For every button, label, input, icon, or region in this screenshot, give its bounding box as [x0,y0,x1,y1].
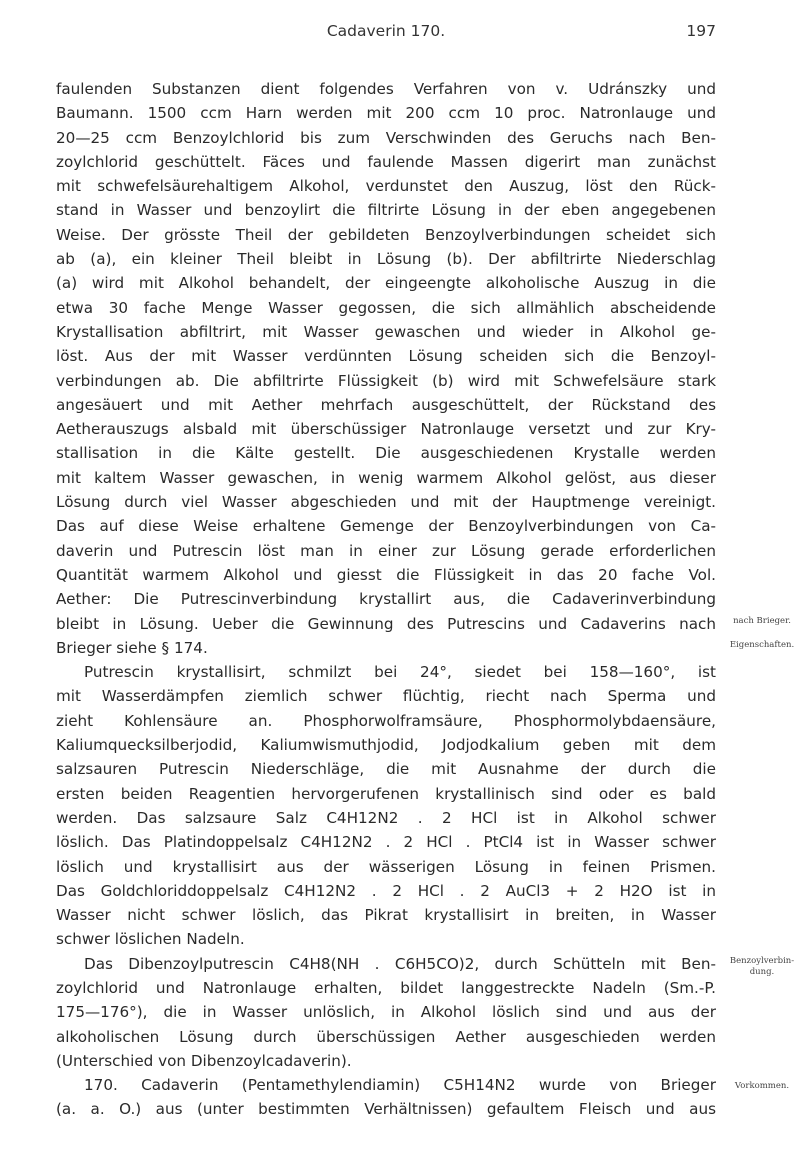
text-line: mit schwefelsäurehaltigem Alkohol, verdunstet den Auszug, löst den Rück- [56,177,716,196]
text-line: (a. a. O.) aus (unter bestimmten Verhältnissen) gefaultem Fleisch und aus [56,1100,716,1119]
marginal-note-eigenschaften: Eigenschaften. [729,640,795,650]
text-line: mit kaltem Wasser gewaschen, in wenig warmem Alkohol gelöst, aus dieser [56,468,716,487]
text-line: ersten beiden Reagentien hervorgerufenen krystallinisch sind oder es bald [56,784,716,803]
text-line: Quantität warmem Alkohol und giesst die Flüssigkeit in das 20 fache Vol. [56,565,716,584]
text-line: angesäuert und mit Aether mehrfach ausgeschüttelt, der Rückstand des [56,395,716,414]
marginal-note-brieger: nach Brieger. [733,616,791,626]
text-line: Kaliumquecksilberjodid, Kaliumwismuthjodid, Jodjodkalium geben mit dem [56,736,716,755]
text-line: alkoholischen Lösung durch überschüssigen Aether ausgeschieden werden [56,1027,716,1046]
text-line: ab (a), ein kleiner Theil bleibt in Lösung (b). Der abfiltrirte Niederschlag [56,250,716,269]
text-line: Putrescin krystallisirt, schmilzt bei 24°, siedet bei 158—160°, ist [84,663,716,682]
text-line: löslich und krystallisirt aus der wässerigen Lösung in feinen Prismen. [56,857,716,876]
running-header [56,22,716,46]
marginal-note-vorkommen: Vorkommen. [734,1081,790,1091]
text-line: Weise. Der grösste Theil der gebildeten Benzoylverbindungen scheidet sich [56,225,716,244]
text-line: stallisation in die Kälte gestellt. Die ausgeschiedenen Krystalle werden [56,444,716,463]
text-line: löslich. Das Platindoppelsalz C4H12N2 . 2 HCl . PtCl4 ist in Wasser schwer [56,833,716,852]
body-text [56,77,716,1122]
text-line: bleibt in Lösung. Ueber die Gewinnung des Putrescins und Cadaverins nach [56,614,716,633]
page-number: 197 [686,22,716,40]
text-line: etwa 30 fache Menge Wasser gegossen, die sich allmählich abscheidende [56,298,716,317]
section-heading-line: 170. Cadaverin (Pentamethylendiamin) C5H14N2 wurde von Brieger [84,1076,716,1095]
text-line: Lösung durch viel Wasser abgeschieden und mit der Hauptmenge vereinigt. [56,493,716,512]
text-line: Aetherauszugs alsbald mit überschüssiger Natronlauge versetzt und zur Kry- [56,420,716,439]
text-line: Das auf diese Weise erhaltene Gemenge der Benzoylverbindungen von Ca- [56,517,716,536]
text-line: mit Wasserdämpfen ziemlich schwer flüchtig, riecht nach Sperma und [56,687,716,706]
text-line: stand in Wasser und benzoylirt die filtrirte Lösung in der eben angegebenen [56,201,716,220]
text-line: Das Dibenzoylputrescin C4H8(NH . C6H5CO)2, durch Schütteln mit Ben- [84,954,716,973]
running-title: Cadaverin 170. [326,22,446,40]
text-line: (a) wird mit Alkohol behandelt, der eingeengte alkoholische Auszug in die [56,274,716,293]
text-line: schwer löslichen Nadeln. [56,930,245,949]
text-line: faulenden Substanzen dient folgendes Verfahren von v. Udránszky und [56,80,716,98]
text-line: Aether: Die Putrescinverbindung krystallirt aus, die Cadaverinverbindung [56,590,716,609]
text-line: daverin und Putrescin löst man in einer zur Lösung gerade erforderlichen [56,541,716,560]
text-line: verbindungen ab. Die abfiltrirte Flüssigkeit (b) wird mit Schwefelsäure stark [56,371,716,390]
text-line: salzsauren Putrescin Niederschläge, die mit Ausnahme der durch die [56,760,716,779]
text-line: Brieger siehe § 174. [56,638,208,657]
text-line: zieht Kohlensäure an. Phosphorwolframsäure, Phosphormolybdaensäure, [56,711,716,730]
text-line: löst. Aus der mit Wasser verdünnten Lösung scheiden sich die Benzoyl- [56,347,716,366]
text-line: Wasser nicht schwer löslich, das Pikrat krystallisirt in breiten, in Wasser [56,906,716,925]
text-line: Das Goldchloriddoppelsalz C4H12N2 . 2 HCl . 2 AuCl3 + 2 H2O ist in [56,881,716,900]
text-line: werden. Das salzsaure Salz C4H12N2 . 2 HCl ist in Alkohol schwer [56,808,716,827]
text-line: (Unterschied von Dibenzoylcadaverin). [56,1051,352,1070]
text-line: 175—176°), die in Wasser unlöslich, in Alkohol löslich sind und aus der [56,1003,716,1022]
text-line: Baumann. 1500 ccm Harn werden mit 200 ccm 10 proc. Natronlauge und [56,104,716,123]
text-line: Krystallisation abfiltrirt, mit Wasser gewaschen und wieder in Alkohol ge- [56,322,716,341]
marginal-note-benzoylverbindung: Benzoylverbin-dung. [729,956,795,977]
text-line: zoylchlorid und Natronlauge erhalten, bildet langgestreckte Nadeln (Sm.-P. [56,978,716,997]
text-line: 20—25 ccm Benzoylchlorid bis zum Verschwinden des Geruchs nach Ben- [56,128,716,147]
text-line: zoylchlorid geschüttelt. Fäces und faulende Massen digerirt man zunächst [56,152,716,171]
